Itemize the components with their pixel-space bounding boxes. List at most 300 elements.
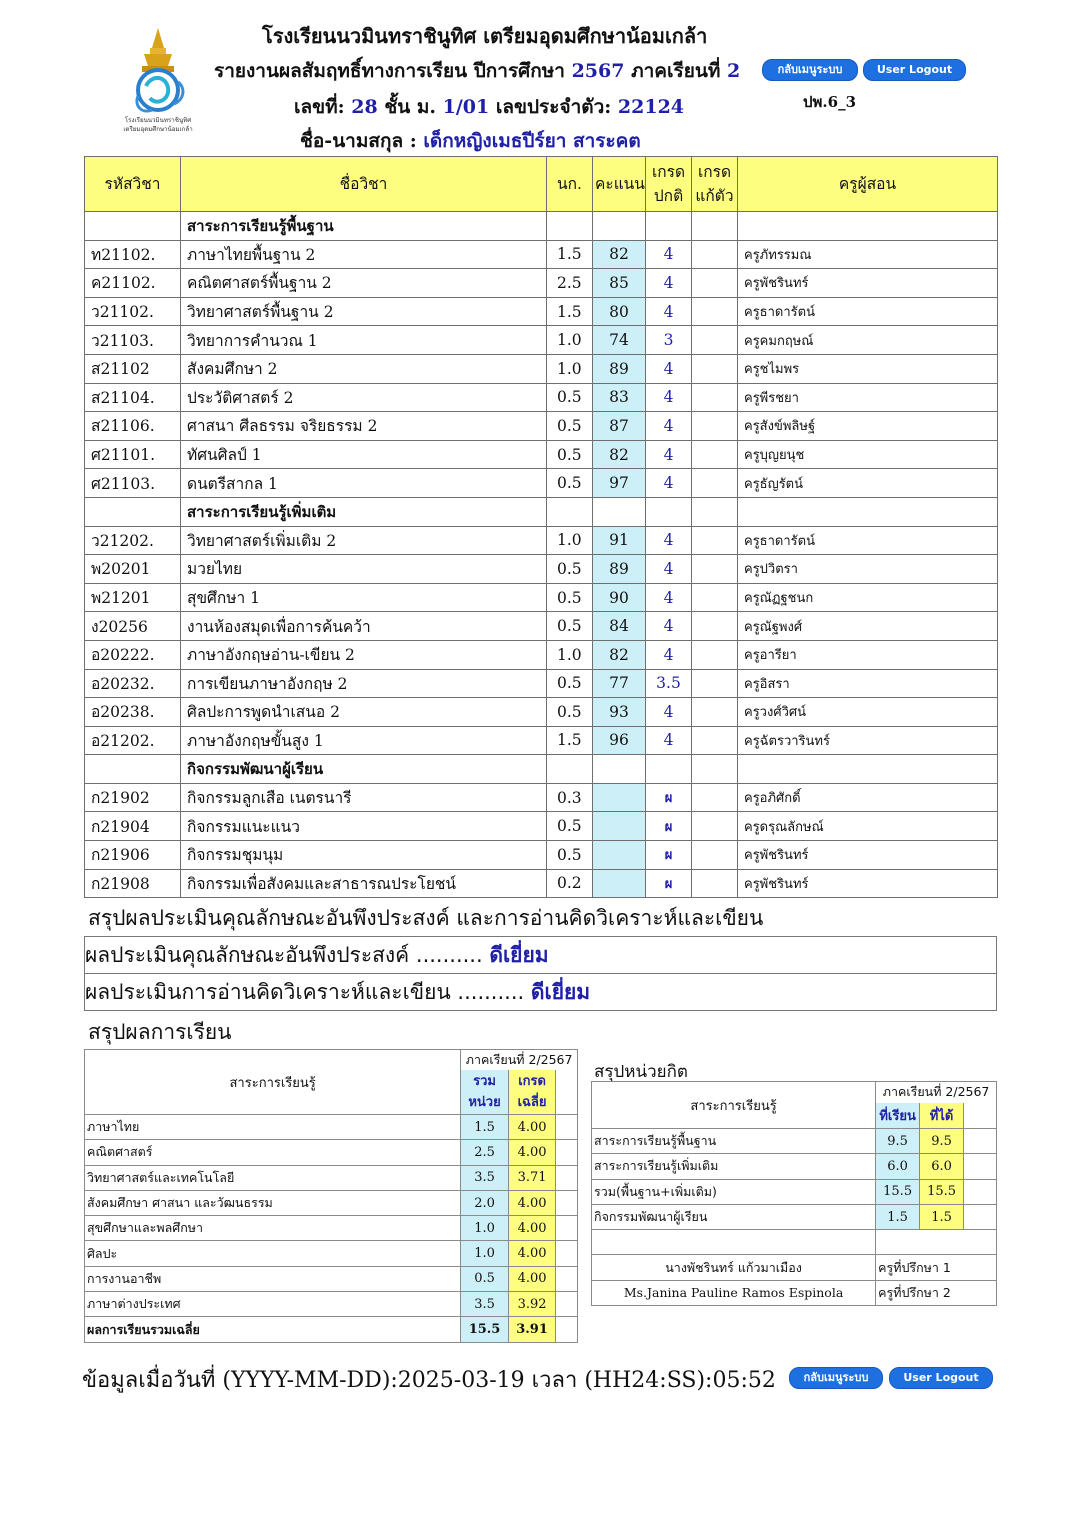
- school-name: โรงเรียนนวมินทราชินูทิศ เตรียมอุดมศึกษาน้อมเกล้า: [262, 24, 708, 48]
- subject-credit: 1.0: [547, 326, 593, 355]
- summary-subject: สุขศึกษาและพลศึกษา: [85, 1216, 461, 1241]
- summary-spacer-cell: [556, 1317, 578, 1342]
- subject-grade: 4: [646, 583, 692, 612]
- student-name-line: [300, 126, 641, 156]
- summary-gpa: 4.00: [508, 1115, 556, 1140]
- group-title: สาระการเรียนรู้พื้นฐาน: [181, 212, 547, 241]
- group-empty-cell: [738, 497, 998, 526]
- summary-total-gpa: 3.91: [508, 1317, 556, 1342]
- subject-name: กิจกรรมลูกเสือ เนตรนารี: [181, 783, 547, 812]
- group-code-cell: [85, 497, 181, 526]
- svg-text:เตรียมอุดมศึกษาน้อมเกล้า: เตรียมอุดมศึกษาน้อมเกล้า: [123, 126, 193, 133]
- summary-total-label: ผลการเรียนรวมเฉลี่ย: [85, 1317, 461, 1342]
- summary-spacer-cell: [556, 1165, 578, 1190]
- credits-subject: สาระการเรียนรู้เพิ่มเติม: [592, 1154, 876, 1179]
- subject-teacher: ครูฉัตรวารินทร์: [738, 726, 998, 755]
- subject-grade: 3.5: [646, 669, 692, 698]
- subject-name: คณิตศาสตร์พื้นฐาน 2: [181, 269, 547, 298]
- learning-summary-semester-header: ภาคเรียนที่ 2/2567: [461, 1050, 578, 1071]
- subject-credit: 1.5: [547, 240, 593, 269]
- subject-grade: 4: [646, 440, 692, 469]
- subject-credit: 0.5: [547, 841, 593, 870]
- subject-teacher: ครูณัฏฐชนก: [738, 583, 998, 612]
- student-class: 1/01: [442, 96, 490, 118]
- summary-subject: การงานอาชีพ: [85, 1266, 461, 1291]
- credits-spacer-cell: [964, 1179, 997, 1204]
- subject-grade: 4: [646, 612, 692, 641]
- summary-spacer-cell: [556, 1241, 578, 1266]
- subject-name: ศิลปะการพูดนำเสนอ 2: [181, 698, 547, 727]
- summary-units: 2.0: [461, 1190, 509, 1215]
- subject-credit: 1.0: [547, 640, 593, 669]
- subject-teacher: ครูคมกฤษณ์: [738, 326, 998, 355]
- summary-spacer-cell: [556, 1292, 578, 1317]
- credits-spacer-cell: [964, 1129, 997, 1154]
- table-row: [85, 526, 998, 555]
- credits-spacer-cell: [964, 1204, 997, 1229]
- group-empty-cell: [646, 755, 692, 784]
- subject-teacher: ครูภัทรรมณ: [738, 240, 998, 269]
- subject-grade: 4: [646, 555, 692, 584]
- subject-code: ง20256: [85, 612, 181, 641]
- credits-subject: กิจกรรมพัฒนาผู้เรียน: [592, 1204, 876, 1229]
- subject-name: ศาสนา ศีลธรรม จริยธรรม 2: [181, 412, 547, 441]
- subject-grade: 3: [646, 326, 692, 355]
- subject-grade-fix: [692, 726, 738, 755]
- col-header-score: คะแนน: [593, 157, 646, 212]
- credits-studied: 9.5: [876, 1129, 920, 1154]
- subject-code: ก21902: [85, 783, 181, 812]
- subject-code: ส21106.: [85, 412, 181, 441]
- subject-teacher: ครูอิสรา: [738, 669, 998, 698]
- subject-grade: 4: [646, 240, 692, 269]
- subject-name: ภาษาไทยพื้นฐาน 2: [181, 240, 547, 269]
- subject-name: ประวัติศาสตร์ 2: [181, 383, 547, 412]
- units-header-line2: หน่วย: [468, 1095, 501, 1110]
- subject-credit: 1.5: [547, 297, 593, 326]
- grade-fix-line2: แก้ตัว: [695, 187, 734, 205]
- summary-subject: ภาษาต่างประเทศ: [85, 1292, 461, 1317]
- credits-earned: 15.5: [920, 1179, 964, 1204]
- character-assessment-result: ดีเยี่ยม: [489, 943, 549, 967]
- studied-col-header: ที่เรียน: [876, 1103, 920, 1129]
- table-row: [85, 783, 998, 812]
- subject-name: วิทยาการคำนวณ 1: [181, 326, 547, 355]
- group-empty-cell: [692, 755, 738, 784]
- report-title: รายงานผลสัมฤทธิ์ทางการเรียน ปีการศึกษา: [214, 60, 565, 82]
- subject-name: งานห้องสมุดเพื่อการค้นคว้า: [181, 612, 547, 641]
- credits-studied: 15.5: [876, 1179, 920, 1204]
- table-row: [85, 440, 998, 469]
- subject-grade: ผ: [646, 869, 692, 898]
- subject-score: 97: [593, 469, 646, 498]
- subject-score: 89: [593, 555, 646, 584]
- subject-score: 82: [593, 240, 646, 269]
- subject-grade: 4: [646, 383, 692, 412]
- credits-blank-row: [592, 1230, 997, 1255]
- subject-grade: 4: [646, 269, 692, 298]
- subject-grade-fix: [692, 698, 738, 727]
- group-empty-cell: [547, 497, 593, 526]
- subject-grade: ผ: [646, 783, 692, 812]
- table-row: [85, 354, 998, 383]
- subject-grade-fix: [692, 612, 738, 641]
- school-logo: [108, 26, 208, 136]
- subject-score: 77: [593, 669, 646, 698]
- advisor-row: [592, 1280, 997, 1305]
- subject-grade-fix: [692, 841, 738, 870]
- advisor-name: นางพัชรินทร์ แก้วมาเมือง: [592, 1255, 876, 1280]
- assessment-title: สรุปผลประเมินคุณลักษณะอันพึงประสงค์ และการอ่านคิดวิเคราะห์และเขียน: [88, 906, 764, 930]
- subject-score: [593, 783, 646, 812]
- footer-back-to-menu-button[interactable]: กลับเมนูระบบ: [789, 1367, 883, 1389]
- subject-grade: ผ: [646, 812, 692, 841]
- col-header-code: รหัสวิชา: [85, 157, 181, 212]
- academic-year: 2567: [571, 60, 625, 82]
- subject-score: 89: [593, 354, 646, 383]
- subject-code: อ20222.: [85, 640, 181, 669]
- group-empty-cell: [692, 497, 738, 526]
- subject-teacher: ครูพัชรินทร์: [738, 841, 998, 870]
- summary-units: 1.0: [461, 1241, 509, 1266]
- credits-studied: 1.5: [876, 1204, 920, 1229]
- credits-row: [592, 1179, 997, 1204]
- table-row: [85, 841, 998, 870]
- summary-total-units: 15.5: [461, 1317, 509, 1342]
- subject-grade-fix: [692, 469, 738, 498]
- subject-code: พ21201: [85, 583, 181, 612]
- group-empty-cell: [738, 755, 998, 784]
- subject-score: 83: [593, 383, 646, 412]
- table-row: [85, 726, 998, 755]
- advisor-name: Ms.Janina Pauline Ramos Espinola: [592, 1280, 876, 1305]
- group-code-cell: [85, 212, 181, 241]
- subject-code: ก21906: [85, 841, 181, 870]
- subject-code: ส21102: [85, 354, 181, 383]
- subject-grade: 4: [646, 412, 692, 441]
- summary-row: [85, 1115, 578, 1140]
- subject-grade: ผ: [646, 841, 692, 870]
- credits-summary-table: [591, 1081, 997, 1306]
- table-row: [85, 555, 998, 584]
- col-header-subject: ชื่อวิชา: [181, 157, 547, 212]
- summary-spacer-cell: [556, 1266, 578, 1291]
- subject-credit: 0.5: [547, 440, 593, 469]
- student-name: เด็กหญิงเมธปีร์ยา สาระคต: [423, 130, 641, 152]
- subject-grade-fix: [692, 583, 738, 612]
- subject-name: ดนตรีสากล 1: [181, 469, 547, 498]
- student-number: 28: [351, 96, 378, 118]
- back-to-menu-button[interactable]: กลับเมนูระบบ: [762, 59, 858, 81]
- subject-teacher: ครูธาดารัตน์: [738, 297, 998, 326]
- subject-code: ก21904: [85, 812, 181, 841]
- subject-score: 82: [593, 440, 646, 469]
- subject-grade: 4: [646, 469, 692, 498]
- summary-gpa: 4.00: [508, 1216, 556, 1241]
- subject-grade-fix: [692, 555, 738, 584]
- subject-credit: 1.5: [547, 726, 593, 755]
- gpa-header-line2: เฉลี่ย: [517, 1095, 547, 1110]
- subject-credit: 1.0: [547, 354, 593, 383]
- table-row: [85, 669, 998, 698]
- student-id-label: เลขประจำตัว:: [495, 96, 612, 118]
- logout-button[interactable]: User Logout: [863, 59, 966, 81]
- group-title: กิจกรรมพัฒนาผู้เรียน: [181, 755, 547, 784]
- subject-credit: 1.0: [547, 526, 593, 555]
- summary-gpa: 3.92: [508, 1292, 556, 1317]
- summary-subject: สังคมศึกษา ศาสนา และวัฒนธรรม: [85, 1190, 461, 1215]
- group-header-row: [85, 497, 998, 526]
- blank-cell: [876, 1230, 997, 1255]
- subject-grade-fix: [692, 812, 738, 841]
- subject-code: อ20232.: [85, 669, 181, 698]
- student-name-label: ชื่อ-นามสกุล :: [300, 130, 417, 152]
- subject-grade-fix: [692, 240, 738, 269]
- subject-grade: 4: [646, 526, 692, 555]
- subject-code: ค21102.: [85, 269, 181, 298]
- table-row: [85, 583, 998, 612]
- table-row: [85, 240, 998, 269]
- credits-earned: 1.5: [920, 1204, 964, 1229]
- subject-name: วิทยาศาสตร์พื้นฐาน 2: [181, 297, 547, 326]
- reading-assessment-result: ดีเยี่ยม: [530, 980, 591, 1004]
- summary-gpa: 4.00: [508, 1190, 556, 1215]
- subject-credit: 0.2: [547, 869, 593, 898]
- subject-teacher: ครูบุญยนุช: [738, 440, 998, 469]
- gpa-header-line1: เกรด: [518, 1074, 546, 1089]
- credits-subject-header: สาระการเรียนรู้: [592, 1082, 876, 1129]
- subject-name: ทัศนศิลป์ 1: [181, 440, 547, 469]
- subject-code: ศ21103.: [85, 469, 181, 498]
- table-row: [85, 698, 998, 727]
- subject-name: กิจกรรมชุมนุม: [181, 841, 547, 870]
- subject-code: อ20238.: [85, 698, 181, 727]
- table-row: [85, 269, 998, 298]
- units-col-header: [461, 1070, 509, 1115]
- summary-units: 3.5: [461, 1292, 509, 1317]
- summary-row: [85, 1241, 578, 1266]
- table-row: [85, 297, 998, 326]
- summary-units: 1.5: [461, 1115, 509, 1140]
- form-code: ปพ.6_3: [803, 93, 857, 111]
- subject-credit: 0.5: [547, 555, 593, 584]
- subject-grade-fix: [692, 269, 738, 298]
- advisor-role: ครูที่ปรึกษา 2: [876, 1280, 997, 1305]
- subject-name: ภาษาอังกฤษขั้นสูง 1: [181, 726, 547, 755]
- reading-assessment-label: ผลประเมินการอ่านคิดวิเคราะห์และเขียน ..........: [85, 980, 525, 1004]
- table-row: [85, 412, 998, 441]
- summary-gpa: 4.00: [508, 1266, 556, 1291]
- subject-score: 74: [593, 326, 646, 355]
- subject-score: 96: [593, 726, 646, 755]
- subject-grade-fix: [692, 669, 738, 698]
- class-label: ชั้น ม.: [384, 96, 437, 118]
- col-header-credit: นก.: [547, 157, 593, 212]
- group-empty-cell: [547, 755, 593, 784]
- earned-col-header: ที่ได้: [920, 1103, 964, 1129]
- subject-grade-fix: [692, 354, 738, 383]
- summary-row: [85, 1165, 578, 1190]
- subject-score: [593, 812, 646, 841]
- credits-spacer: [964, 1103, 997, 1129]
- learning-summary-subject-header: สาระการเรียนรู้: [85, 1050, 461, 1115]
- subject-grade-fix: [692, 526, 738, 555]
- subject-score: 93: [593, 698, 646, 727]
- subject-credit: 0.5: [547, 583, 593, 612]
- subject-credit: 0.5: [547, 412, 593, 441]
- credits-subject: สาระการเรียนรู้พื้นฐาน: [592, 1129, 876, 1154]
- data-timestamp: ข้อมูลเมื่อวันที่ (YYYY-MM-DD):2025-03-19 เวลา (HH24:SS):05:52: [82, 1368, 776, 1393]
- subject-name: สุขศึกษา 1: [181, 583, 547, 612]
- subject-teacher: ครูพัชรินทร์: [738, 269, 998, 298]
- learning-summary-table: [84, 1049, 578, 1343]
- summary-gpa: 4.00: [508, 1241, 556, 1266]
- subject-name: วิทยาศาสตร์เพิ่มเติม 2: [181, 526, 547, 555]
- summary-spacer-cell: [556, 1190, 578, 1215]
- advisor-role: ครูที่ปรึกษา 1: [876, 1255, 997, 1280]
- col-header-grade-normal: [646, 157, 692, 212]
- subject-grade: 4: [646, 297, 692, 326]
- subject-code: ส21104.: [85, 383, 181, 412]
- subject-grade: 4: [646, 726, 692, 755]
- subject-grade-fix: [692, 869, 738, 898]
- grade-normal-line1: เกรด: [651, 163, 686, 181]
- semester-label: ภาคเรียนที่: [631, 60, 721, 82]
- subject-score: 87: [593, 412, 646, 441]
- table-row: [85, 612, 998, 641]
- subject-code: ก21908: [85, 869, 181, 898]
- subject-teacher: ครูปวิตรา: [738, 555, 998, 584]
- subject-teacher: ครูวงศ์วิศน์: [738, 698, 998, 727]
- col-header-teacher: ครูผู้สอน: [738, 157, 998, 212]
- credits-row: [592, 1154, 997, 1179]
- blank-cell: [592, 1230, 876, 1255]
- footer-logout-button[interactable]: User Logout: [889, 1367, 993, 1389]
- summary-units: 1.0: [461, 1216, 509, 1241]
- subject-score: 85: [593, 269, 646, 298]
- summary-subject: คณิตศาสตร์: [85, 1140, 461, 1165]
- summary-spacer-cell: [556, 1216, 578, 1241]
- number-label: เลขที่:: [294, 96, 345, 118]
- subject-teacher: ครูธัญรัตน์: [738, 469, 998, 498]
- subject-score: [593, 841, 646, 870]
- subject-code: ท21102.: [85, 240, 181, 269]
- summary-units: 0.5: [461, 1266, 509, 1291]
- reading-assessment-row: [84, 973, 997, 1011]
- subject-score: 91: [593, 526, 646, 555]
- credits-row: [592, 1204, 997, 1229]
- subject-credit: 0.3: [547, 783, 593, 812]
- credits-summary-title: สรุปหน่วยกิต: [594, 1062, 688, 1082]
- subject-teacher: ครูธาดารัตน์: [738, 526, 998, 555]
- summary-total-row: [85, 1317, 578, 1342]
- subject-credit: 2.5: [547, 269, 593, 298]
- group-header-row: [85, 212, 998, 241]
- group-empty-cell: [593, 212, 646, 241]
- subject-credit: 0.5: [547, 812, 593, 841]
- summary-gpa: 4.00: [508, 1140, 556, 1165]
- subject-teacher: ครูพีรชยา: [738, 383, 998, 412]
- advisor-row: [592, 1255, 997, 1280]
- credits-earned: 6.0: [920, 1154, 964, 1179]
- subject-score: 80: [593, 297, 646, 326]
- student-id: 22124: [617, 96, 685, 118]
- grades-header-row: [85, 157, 998, 212]
- subject-code: ศ21101.: [85, 440, 181, 469]
- subject-credit: 0.5: [547, 383, 593, 412]
- subject-code: ว21103.: [85, 326, 181, 355]
- semester-value: 2: [726, 60, 741, 82]
- group-empty-cell: [593, 755, 646, 784]
- subject-grade-fix: [692, 440, 738, 469]
- subject-grade-fix: [692, 297, 738, 326]
- col-header-grade-fix: [692, 157, 738, 212]
- table-row: [85, 383, 998, 412]
- summary-row: [85, 1216, 578, 1241]
- student-info-line: [294, 92, 684, 122]
- credits-semester-header: ภาคเรียนที่ 2/2567: [876, 1082, 997, 1103]
- subject-name: การเขียนภาษาอังกฤษ 2: [181, 669, 547, 698]
- report-title-line: [214, 56, 740, 86]
- table-row: [85, 869, 998, 898]
- group-title: สาระการเรียนรู้เพิ่มเติม: [181, 497, 547, 526]
- subject-teacher: ครูดรุณลักษณ์: [738, 812, 998, 841]
- subject-credit: 0.5: [547, 612, 593, 641]
- group-empty-cell: [646, 212, 692, 241]
- subject-teacher: ครูชไมพร: [738, 354, 998, 383]
- subject-grade: 4: [646, 640, 692, 669]
- gpa-col-header: [508, 1070, 556, 1115]
- summary-spacer: [556, 1070, 578, 1115]
- subject-name: กิจกรรมเพื่อสังคมและสาธารณประโยชน์: [181, 869, 547, 898]
- group-empty-cell: [547, 212, 593, 241]
- credits-studied: 6.0: [876, 1154, 920, 1179]
- character-assessment-row: [84, 936, 997, 974]
- subject-credit: 0.5: [547, 469, 593, 498]
- summary-subject: ศิลปะ: [85, 1241, 461, 1266]
- subject-name: กิจกรรมแนะแนว: [181, 812, 547, 841]
- group-code-cell: [85, 755, 181, 784]
- summary-subject: ภาษาไทย: [85, 1115, 461, 1140]
- subject-code: อ21202.: [85, 726, 181, 755]
- group-empty-cell: [738, 212, 998, 241]
- subject-score: 90: [593, 583, 646, 612]
- summary-row: [85, 1292, 578, 1317]
- grade-normal-line2: ปกติ: [653, 187, 684, 205]
- subject-credit: 0.5: [547, 669, 593, 698]
- units-header-line1: รวม: [473, 1074, 496, 1089]
- table-row: [85, 469, 998, 498]
- table-row: [85, 812, 998, 841]
- credits-spacer-cell: [964, 1154, 997, 1179]
- character-assessment-label: ผลประเมินคุณลักษณะอันพึงประสงค์ ..........: [85, 943, 483, 967]
- summary-subject: วิทยาศาสตร์และเทคโนโลยี: [85, 1165, 461, 1190]
- subject-grade-fix: [692, 783, 738, 812]
- group-empty-cell: [646, 497, 692, 526]
- subject-teacher: ครูสังข์พลิษฐ์: [738, 412, 998, 441]
- table-row: [85, 640, 998, 669]
- subject-credit: 0.5: [547, 698, 593, 727]
- summary-row: [85, 1190, 578, 1215]
- group-header-row: [85, 755, 998, 784]
- subject-grade: 4: [646, 698, 692, 727]
- summary-row: [85, 1140, 578, 1165]
- group-empty-cell: [692, 212, 738, 241]
- subject-code: พ20201: [85, 555, 181, 584]
- subject-code: ว21102.: [85, 297, 181, 326]
- subject-name: สังคมศึกษา 2: [181, 354, 547, 383]
- subject-teacher: ครูอภิศักดิ์: [738, 783, 998, 812]
